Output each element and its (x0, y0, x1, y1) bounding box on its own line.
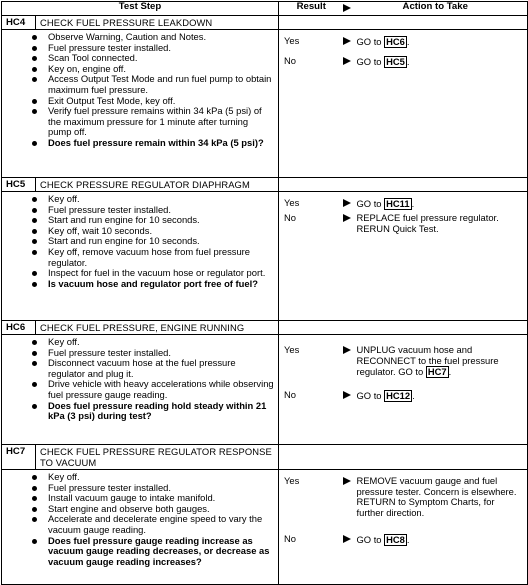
arrow-icon (343, 535, 351, 543)
result-answer: Yes (284, 35, 300, 46)
result-cell (279, 470, 344, 585)
step-reference: HC11 (386, 198, 410, 209)
step-item: Observe Warning, Caution and Notes. (32, 32, 274, 43)
title-result-cell (279, 445, 344, 470)
step-question: Does fuel pressure reading hold steady within 21 kPa (3 psi) during test? (32, 401, 274, 422)
step-title-row (2, 178, 528, 192)
action-text: REMOVE vacuum gauge and fuel pressure tester. Concern is elsewhere. RETURN to Symptom Charts, for further direction. (356, 475, 517, 518)
action-text: UNPLUG vacuum hose and RECONNECT to the fuel pressure regulator. GO to HC7 . (356, 344, 499, 378)
result-answer: No (284, 533, 296, 544)
action-text: GO to HC11 . (356, 198, 415, 209)
arrow-icon (343, 37, 351, 45)
step-item: Drive vehicle with heavy accelerations while observing fuel pressure gauge reading. (32, 379, 274, 400)
step-item: Fuel pressure tester installed. (32, 483, 274, 494)
step-reference: HC7 (427, 366, 447, 378)
arrow-icon (343, 57, 351, 65)
action-header: Action to Take (344, 2, 528, 16)
title-result-cell (279, 178, 344, 192)
table-body (2, 16, 528, 585)
step-list (32, 194, 274, 289)
step-list (32, 472, 274, 567)
action-cell (344, 192, 528, 321)
step-item: Key off. (32, 472, 274, 483)
step-item: Key off, remove vacuum hose from fuel pressure regulator. (32, 247, 274, 268)
step-reference: HC8 (386, 534, 405, 545)
step-reference: HC6 (386, 36, 405, 47)
step-list-cell (2, 192, 279, 321)
step-item: Install vacuum gauge to intake manifold. (32, 493, 274, 504)
result-cell (279, 30, 344, 178)
step-body-row (2, 335, 528, 445)
action-text: GO to HC12 . (356, 390, 415, 401)
step-list-cell (2, 335, 279, 445)
diagnostic-table (1, 1, 528, 585)
action-cell (344, 30, 528, 178)
step-item: Fuel pressure tester installed. (32, 43, 274, 54)
step-body-row (2, 192, 528, 321)
step-code: HC6 (2, 321, 36, 335)
step-item: Key off, wait 10 seconds. (32, 226, 274, 237)
step-item: Start and run engine for 10 seconds. (32, 236, 274, 247)
step-item: Scan Tool connected. (32, 53, 274, 64)
result-cell (279, 335, 344, 445)
step-question: Does fuel pressure gauge reading increase as vacuum gauge reading decreases, or decrease as vacuum gauge reading increases? (32, 536, 274, 568)
step-list (32, 337, 274, 422)
arrow-icon (343, 214, 351, 222)
title-action-cell (344, 445, 528, 470)
step-list-cell (2, 30, 279, 178)
step-body-row (2, 30, 528, 178)
step-title-row (2, 321, 528, 335)
arrow-icon (343, 4, 351, 12)
step-title: CHECK FUEL PRESSURE REGULATOR RESPONSE TO VACUUM (36, 445, 279, 470)
action-cell (344, 335, 528, 445)
step-reference: HC5 (386, 56, 405, 67)
step-title-row (2, 445, 528, 470)
arrow-icon (343, 346, 351, 354)
diagnostic-page (1, 1, 527, 580)
step-question: Is vacuum hose and regulator port free of fuel? (32, 279, 274, 290)
result-answer: Yes (284, 197, 300, 208)
result-cell (279, 192, 344, 321)
test-step-header: Test Step (2, 2, 279, 16)
step-item: Start engine and observe both gauges. (32, 504, 274, 515)
table-header (2, 2, 528, 16)
arrow-icon (343, 199, 351, 207)
step-item: Access Output Test Mode and run fuel pump to obtain maximum fuel pressure. (32, 74, 274, 95)
title-result-cell (279, 16, 344, 30)
action-text: GO to HC6 . (356, 36, 410, 47)
step-title: CHECK FUEL PRESSURE LEAKDOWN (36, 16, 279, 30)
result-header: Result (279, 2, 344, 16)
step-reference: HC12 (386, 390, 411, 401)
step-item: Key off. (32, 337, 274, 348)
action-text: GO to HC8 . (356, 534, 410, 545)
arrow-icon (343, 391, 351, 399)
result-answer: Yes (284, 475, 300, 486)
step-item: Disconnect vacuum hose at the fuel pressure regulator and plug it. (32, 358, 274, 379)
step-question: Does fuel pressure remain within 34 kPa (5 psi)? (32, 138, 274, 149)
title-result-cell (279, 321, 344, 335)
title-action-cell (344, 178, 528, 192)
action-text: REPLACE fuel pressure regulator. RERUN Quick Test. (356, 212, 499, 234)
step-code: HC4 (2, 16, 36, 30)
step-item: Key off. (32, 194, 274, 205)
title-action-cell (344, 321, 528, 335)
step-list-cell (2, 470, 279, 585)
step-item: Verify fuel pressure remains within 34 kPa (5 psi) of the maximum pressure for 1 minute after turning pump off. (32, 106, 274, 138)
step-title: CHECK FUEL PRESSURE, ENGINE RUNNING (36, 321, 279, 335)
step-item: Key on, engine off. (32, 64, 274, 75)
step-item: Fuel pressure tester installed. (32, 348, 274, 359)
step-item: Inspect for fuel in the vacuum hose or regulator port. (32, 268, 274, 279)
step-code: HC7 (2, 445, 36, 470)
step-item: Start and run engine for 10 seconds. (32, 215, 274, 226)
step-body-row (2, 470, 528, 585)
step-item: Fuel pressure tester installed. (32, 205, 274, 216)
step-item: Exit Output Test Mode, key off. (32, 96, 274, 107)
result-answer: No (284, 212, 296, 223)
step-title-row (2, 16, 528, 30)
step-item: Accelerate and decelerate engine speed to vary the vacuum gauge reading. (32, 514, 274, 535)
step-code: HC5 (2, 178, 36, 192)
step-title: CHECK PRESSURE REGULATOR DIAPHRAGM (36, 178, 279, 192)
result-answer: No (284, 55, 296, 66)
step-list (32, 32, 274, 149)
action-cell (344, 470, 528, 585)
action-text: GO to HC5 . (356, 56, 410, 67)
result-answer: Yes (284, 344, 300, 355)
arrow-icon (343, 477, 351, 485)
title-action-cell (344, 16, 528, 30)
result-answer: No (284, 389, 296, 400)
